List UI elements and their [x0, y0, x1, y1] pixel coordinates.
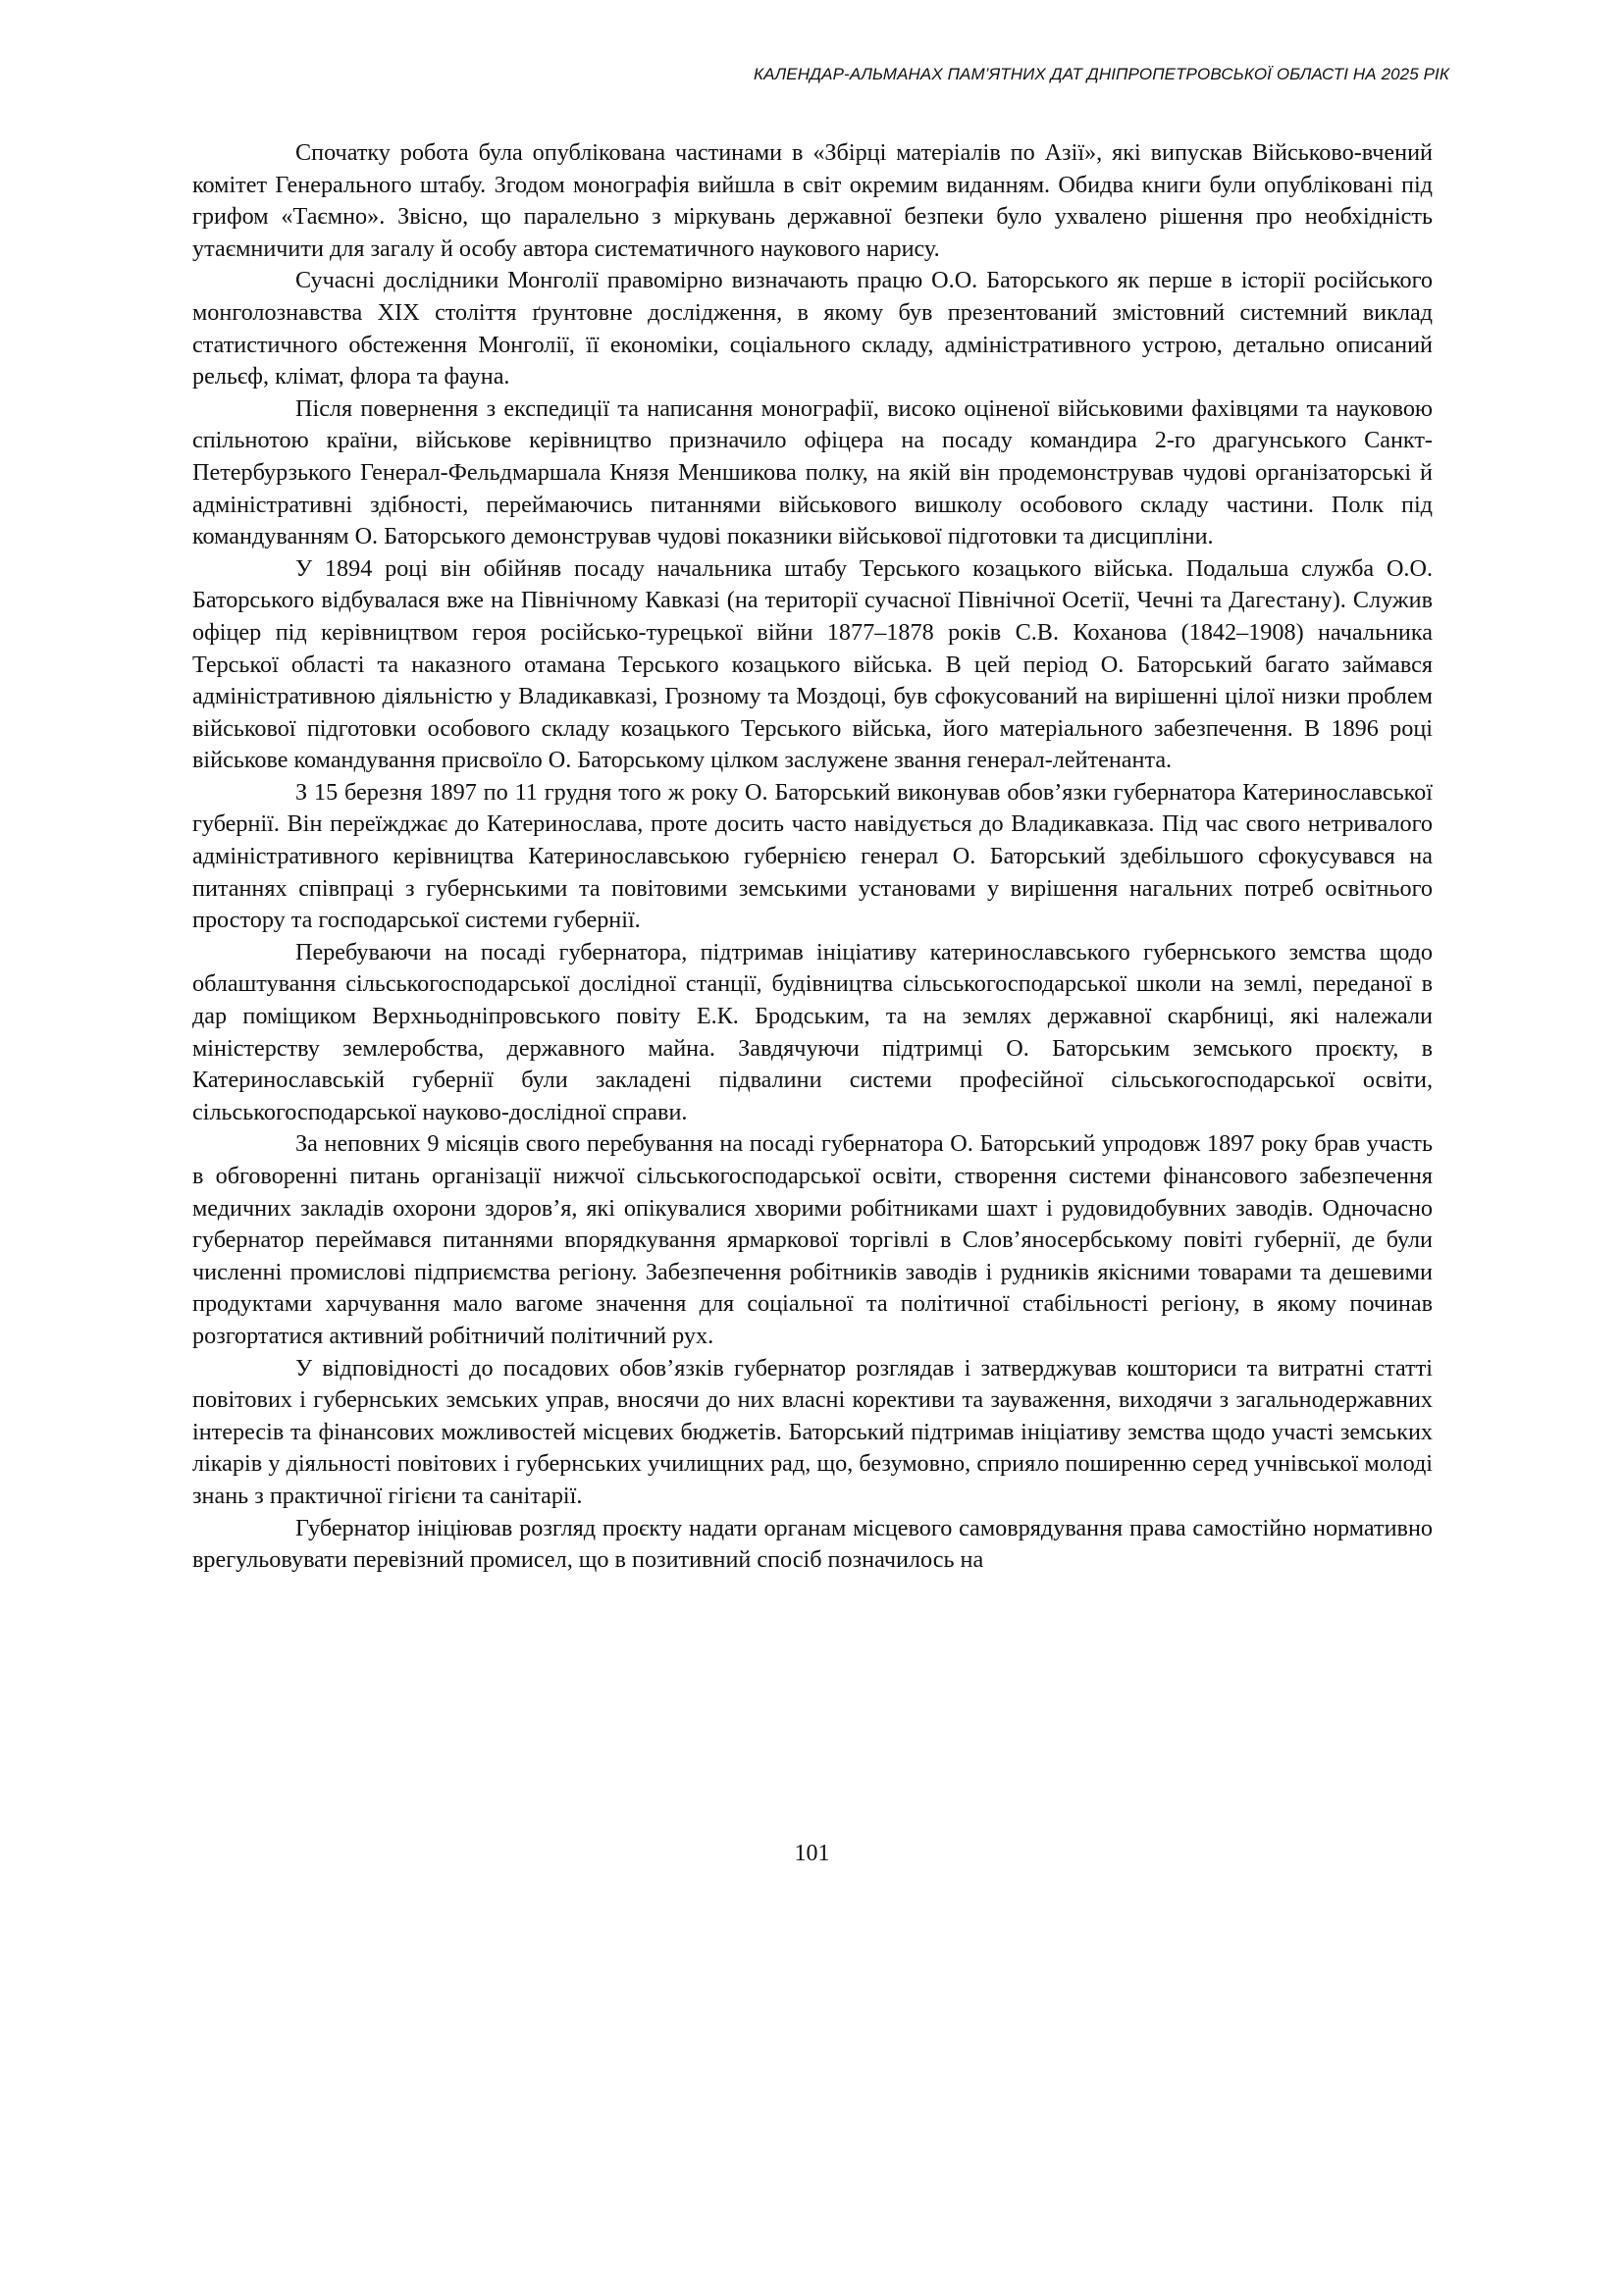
paragraph: Сучасні дослідники Монголії правомірно визначають працю О.О. Баторського як перше в історії російського монголознавства XIX століття ґрунтовне дослідження, в якому був презентований змістовний системний виклад статистичного обстеження Монголії, її економіки, соціального складу, адміністративного устрою, детально описаний рельєф, клімат, флора та фауна. — [192, 267, 1433, 391]
paragraph: З 15 березня 1897 по 11 грудня того ж року О. Баторський виконував обов’язки губернатора Катеринославської губернії. Він переїжджає до Катеринослава, проте досить часто навідується до Владикавказа. Під час свого нетривалого адміністративного керівництва Катеринославською губернією генерал О. Баторський здебільшого сфокусувався на питаннях співпраці з губернськими та повітовими земськими установами у вирішення нагальних потреб освітнього простору та господарської системи губернії. — [192, 778, 1433, 934]
paragraph: У відповідності до посадових обов’язків губернатор розглядав і затверджував кошториси та витратні статті повітових і губернських земських управ, вносячи до них власні корективи та зауваження, виходячи з загальнодержавних інтересів та фінансових можливостей місцевих бюджетів. Баторський підтримав ініціативу земства щодо участі земських лікарів у діяльності повітових і губернських училищних рад, що, безумовно, сприяло поширенню серед учнівської молоді знань з практичної гігієни та санітарії. — [192, 1354, 1433, 1509]
running-header: КАЛЕНДАР-АЛЬМАНАХ ПАМ’ЯТНИХ ДАТ ДНІПРОПЕТРОВСЬКОЇ ОБЛАСТІ НА 2025 РІК — [753, 65, 1449, 83]
paragraph: За неповних 9 місяців свого перебування на посаді губернатора О. Баторський упродовж 1897 року брав участь в обговоренні питань організації нижчої сільськогосподарської освіти, створення системи фінансового забезпечення медичних закладів охорони здоров’я, які опікувалися хворими робітниками шахт і рудовидобувних заводів. Одночасно губернатор переймався питаннями впорядкування ярмаркової торгівлі в Слов’яносербському повіті губернії, де були численні промислові підприємства регіону. Забезпечення робітників заводів і рудників якісними товарами та дешевими продуктами харчування мало вагоме значення для соціальної та політичної стабільності регіону, в якому починав розгортатися активний робітничий політичний рух. — [192, 1130, 1433, 1349]
paragraph: Губернатор ініціював розгляд проєкту надати органам місцевого самоврядування права самостійно нормативно врегульовувати перевізний промисел, що в позитивний спосіб позначилось на — [192, 1514, 1433, 1574]
paragraph: Після повернення з експедиції та написання монографії, високо оціненої військовими фахівцями та науковою спільнотою країни, військове керівництво призначило офіцера на посаду командира 2-го драгунського Санкт-Петербурзького Генерал-Фельдмаршала Князя Меншикова полку, на якій він продемонстрував чудові організаторські й адміністративні здібності, переймаючись питаннями військового вишколу особового складу частини. Полк під командуванням О. Баторського демонстрував чудові показники військової підготовки та дисципліни. — [192, 394, 1433, 550]
paragraph: Перебуваючи на посаді губернатора, підтримав ініціативу катеринославського губернського земства щодо облаштування сільськогосподарської дослідної станції, будівництва сільськогосподарської школи на землі, переданої в дар поміщиком Верхньодніпровського повіту Е.К. Бродським, та на землях державної скарбниці, які належали міністерству землеробства, державного майна. Завдячуючи підтримці О. Баторським земського проєкту, в Катеринославській губернії були закладені підвалини системи професійної сільськогосподарської освіти, сільськогосподарської науково-дослідної справи. — [192, 938, 1433, 1125]
paragraph: Спочатку робота була опублікована частинами в «Збірці матеріалів по Азії», які випускав Військово-вчений комітет Генерального штабу. Згодом монографія вийшла в світ окремим виданням. Обидва книги були опубліковані під грифом «Таємно». Звісно, що паралельно з міркувань державної безпеки було ухвалено рішення про необхідність утаємничити для загалу й особу автора систематичного наукового нарису. — [192, 139, 1433, 262]
article-body — [192, 137, 1433, 1577]
page-number: 101 — [794, 1841, 830, 1866]
paragraph: У 1894 році він обійняв посаду начальника штабу Терського козацького війська. Подальша служба О.О. Баторського відбувалася вже на Північному Кавказі (на території сучасної Північної Осетії, Чечні та Дагестану). Служив офіцер під керівництвом героя російсько-турецької війни 1877–1878 років С.В. Коханова (1842–1908) начальника Терської області та наказного отамана Терського козацького війська. В цей період О. Баторський багато займався адміністративною діяльністю у Владикавказі, Грозному та Моздоці, був сфокусований на вирішенні цілої низки проблем військової підготовки особового складу козацького Терського війська, його матеріального забезпечення. В 1896 році військове командування присвоїло О. Баторському цілком заслужене звання генерал-лейтенанта. — [192, 554, 1433, 774]
